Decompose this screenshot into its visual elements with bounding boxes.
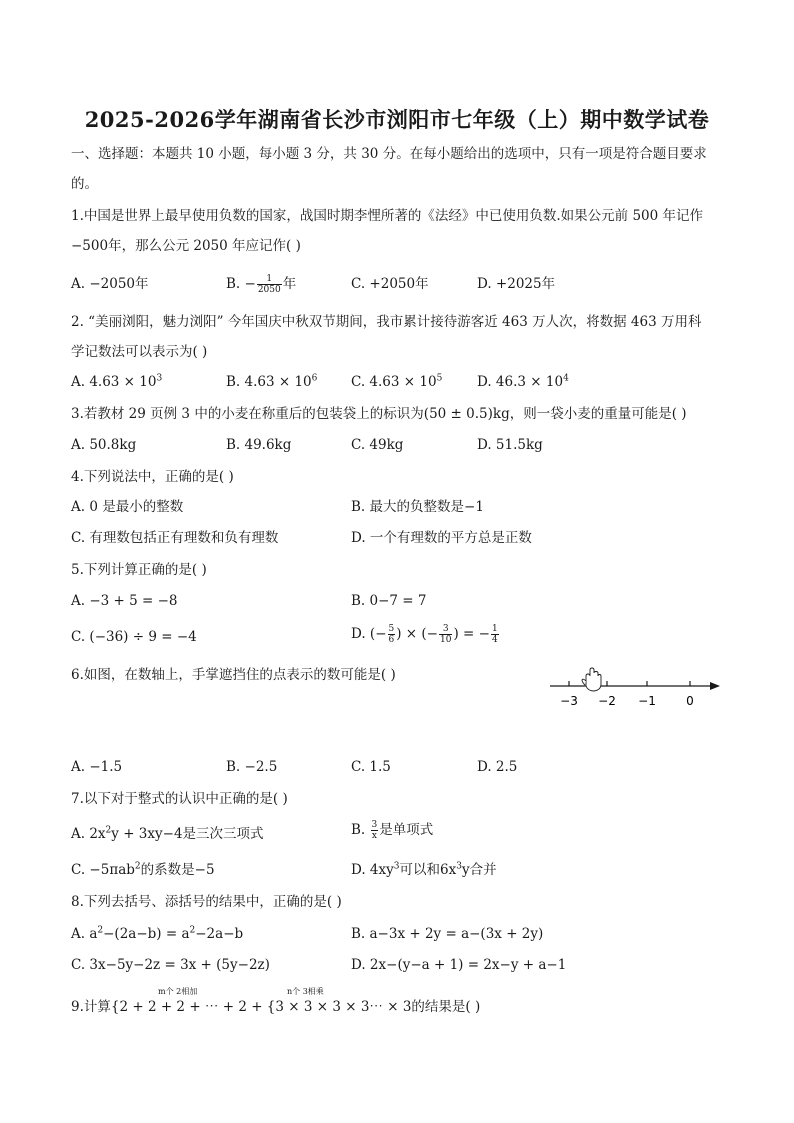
hand-icon [582, 668, 601, 691]
question-3-option-a: A. 50.8kg [71, 437, 137, 453]
question-6-option-d: D. 2.5 [477, 759, 518, 775]
question-3-text: 3.若教材 29 页例 3 中的小麦在称重后的包装袋上的标识为(50 ± 0.5)kg，则一袋小麦的重量可能是( ) [71, 406, 687, 422]
question-1-option-a: A. −2050年 [71, 276, 149, 292]
question-4-option-c: C. 有理数包括正有理数和负有理数 [71, 530, 279, 546]
question-5-option-b: B. 0−7 = 7 [351, 593, 427, 609]
number-line-figure [548, 664, 728, 714]
question-2-option-a: A. $4.63 \times 10^3$ [71, 373, 163, 390]
tick-label: −2 [598, 694, 616, 708]
question-2-option-d: D. $46.3 \times 10^4$ [477, 373, 569, 390]
tick-label: −1 [638, 694, 656, 708]
question-2-text-line2: 学记数法可以表示为( ) [71, 344, 208, 360]
exam-title: 2025-2026学年湖南省长沙市浏阳市七年级（上）期中数学试卷 [84, 107, 710, 132]
section-instructions-line1: 一、选择题：本题共 10 小题，每小题 3 分，共 30 分。在每小题给出的选项中，只有一项是符合题目要求 [71, 146, 707, 162]
question-8-option-c: C. 3x−5y−2z = 3x + (5y−2z) [71, 957, 270, 973]
question-4-option-d: D. 一个有理数的平方总是正数 [351, 530, 532, 546]
question-1-option-b: B. − $\frac{1}{2050}$ 年 [226, 274, 297, 295]
question-5-text: 5.下列计算正确的是( ) [71, 562, 207, 578]
question-9-overbrace-label-1: m个 2相加 [158, 987, 198, 996]
question-3-option-c: C. 49kg [351, 437, 404, 453]
question-7-option-b: B. $\frac{3}{x}$ 是单项式 [351, 820, 434, 841]
question-6-text: 6.如图，在数轴上，手掌遮挡住的点表示的数可能是( ) [71, 667, 396, 683]
tick-label: 0 [686, 694, 694, 708]
question-2-text-line1: 2. “美丽浏阳，魅力浏阳” 今年国庆中秋双节期间，我市累计接待游客近 463 万人次，将数据 463 万用科 [71, 314, 702, 330]
question-1-text-line1: 1.中国是世界上最早使用负数的国家，战国时期李悝所著的《法经》中已使用负数.如果公元前 500 年记作 [71, 208, 704, 224]
question-2-option-b: B. $4.63 \times 10^6$ [226, 373, 318, 390]
question-7-option-a: A. $2x^2y + 3xy-4$是三次三项式 [71, 825, 264, 842]
question-7-option-d: D. $4xy^3$可以和$6x^3y$合并 [351, 861, 497, 878]
question-7-text: 7.以下对于整式的认识中正确的是( ) [71, 791, 288, 807]
question-4-option-a: A. 0 是最小的整数 [71, 499, 184, 515]
section-instructions-line2: 的。 [71, 176, 98, 192]
question-9-text: 9.计算{2 + 2 + 2 + ⋯ + 2 + {3 × 3 × 3 × 3⋯ × 3的结果是( ) [71, 999, 481, 1015]
question-8-option-b: B. a−3x + 2y = a−(3x + 2y) [351, 926, 544, 942]
question-7-option-c: C. −5πab$^2$的系数是−5 [71, 861, 215, 878]
question-3-option-b: B. 49.6kg [226, 437, 292, 453]
question-1-option-d: D. +2025年 [477, 276, 556, 292]
question-4-option-b: B. 最大的负整数是−1 [351, 499, 484, 515]
fraction: $\frac{1}{2050}$ [257, 274, 281, 295]
question-3-option-d: D. 51.5kg [477, 437, 543, 453]
question-6-option-a: A. −1.5 [71, 759, 123, 775]
question-1-option-c: C. +2050年 [351, 276, 429, 292]
question-1-text-line2: −500年，那么公元 2050 年应记作( ) [71, 238, 301, 254]
number-line-arrow [710, 682, 720, 690]
question-5-option-a: A. −3 + 5 = −8 [71, 593, 178, 609]
question-6-option-c: C. 1.5 [351, 759, 391, 775]
question-8-text: 8.下列去括号、添括号的结果中，正确的是( ) [71, 894, 342, 910]
question-5-option-d: D. (− $\frac{5}{6}$ ) × (− $\frac{3}{10}$ ) = − $\frac{1}{4}$ [351, 624, 498, 645]
question-8-option-d: D. 2x−(y−a + 1) = 2x−y + a−1 [351, 957, 567, 973]
question-4-text: 4.下列说法中，正确的是( ) [71, 469, 234, 485]
question-5-option-c: C. (−36) ÷ 9 = −4 [71, 629, 197, 645]
question-6-option-b: B. −2.5 [226, 759, 278, 775]
question-8-option-a: A. $a^2-(2a-b) = a^2-2a-b$ [71, 925, 244, 942]
tick-label: −3 [560, 694, 578, 708]
question-2-option-c: C. $4.63 \times 10^5$ [351, 373, 443, 390]
question-9-overbrace-label-2: n个 3相乘 [287, 987, 324, 996]
